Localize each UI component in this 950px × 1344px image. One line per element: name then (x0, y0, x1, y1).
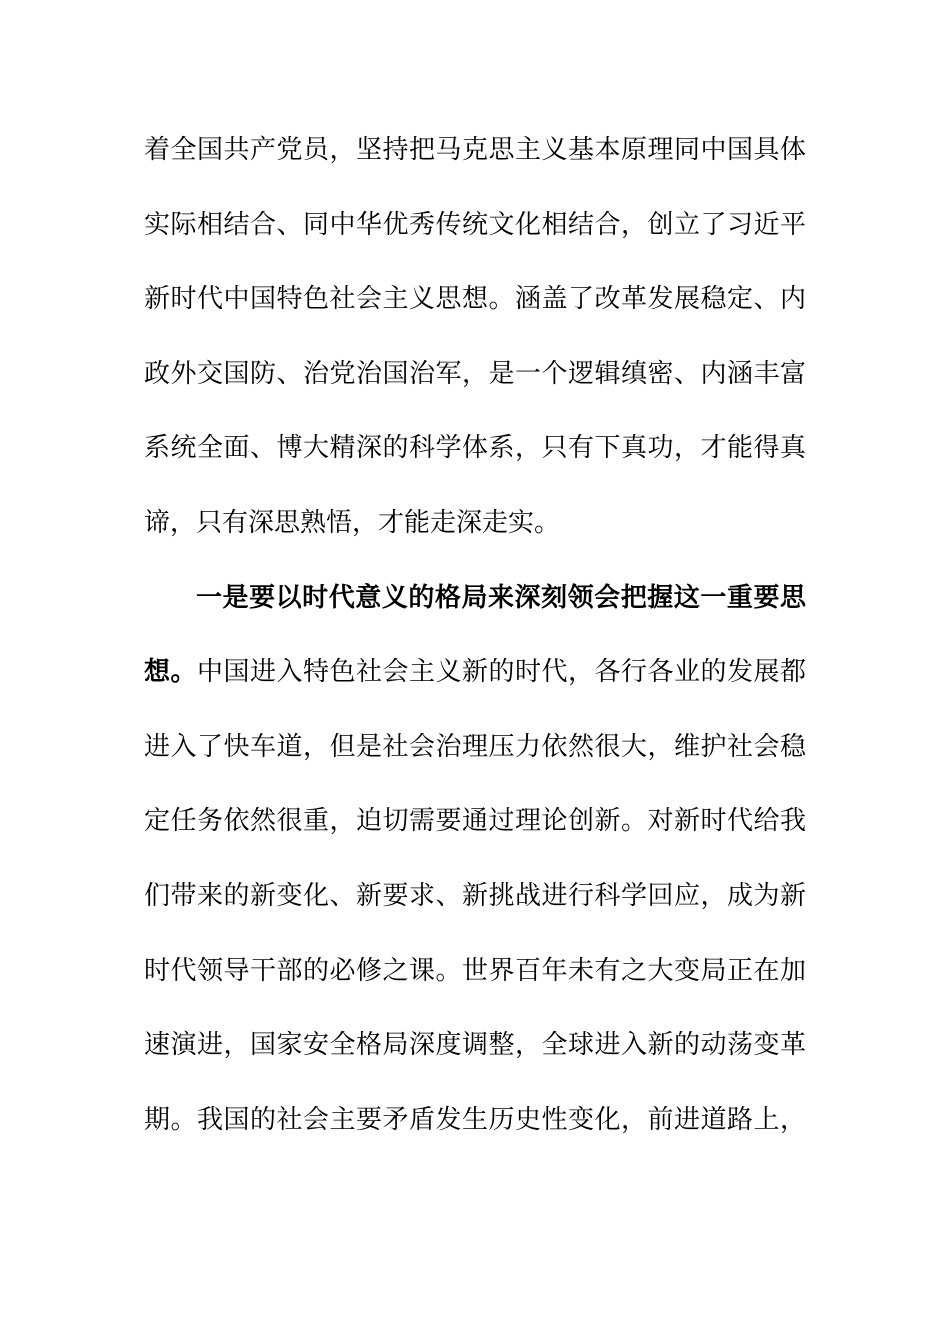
paragraph-text: 中国进入特色社会主义新的时代，各行各业的发展都 (197, 657, 806, 688)
section-heading-end: 想。 (144, 657, 197, 688)
paragraph-line: 进入了快车道，但是社会治理压力依然很大，维护社会稳 (144, 731, 806, 762)
paragraph-line: 期。我国的社会主要矛盾发生历史性变化，前进道路上， (144, 1104, 806, 1135)
paragraph-line: 速演进，国家安全格局深度调整，全球进入新的动荡变革 (144, 1030, 806, 1061)
paragraph-line: 系统全面、博大精深的科学体系，只有下真功，才能得真 (144, 433, 806, 464)
paragraph-line: 定任务依然很重，迫切需要通过理论创新。对新时代给我 (144, 806, 806, 837)
paragraph-line: 新时代中国特色社会主义思想。涵盖了改革发展稳定、内 (144, 284, 806, 315)
paragraph-line: 谛，只有深思熟悟，才能走深走实。 (144, 507, 561, 538)
paragraph-line: 政外交国防、治党治国治军，是一个逻辑缜密、内涵丰富 (144, 358, 806, 389)
paragraph-line: 实际相结合、同中华优秀传统文化相结合，创立了习近平 (144, 209, 806, 240)
paragraph-line (144, 635, 806, 710)
section-heading: 一是要以时代意义的格局来深刻领会把握这一重要思 (196, 582, 806, 613)
paragraph-line: 着全国共产党员，坚持把马克思主义基本原理同中国具体 (144, 135, 806, 165)
paragraph-line: 们带来的新变化、新要求、新挑战进行科学回应，成为新 (144, 880, 806, 911)
paragraph-line: 时代领导干部的必修之课。世界百年未有之大变局正在加 (144, 955, 806, 986)
body-text (144, 113, 806, 1157)
